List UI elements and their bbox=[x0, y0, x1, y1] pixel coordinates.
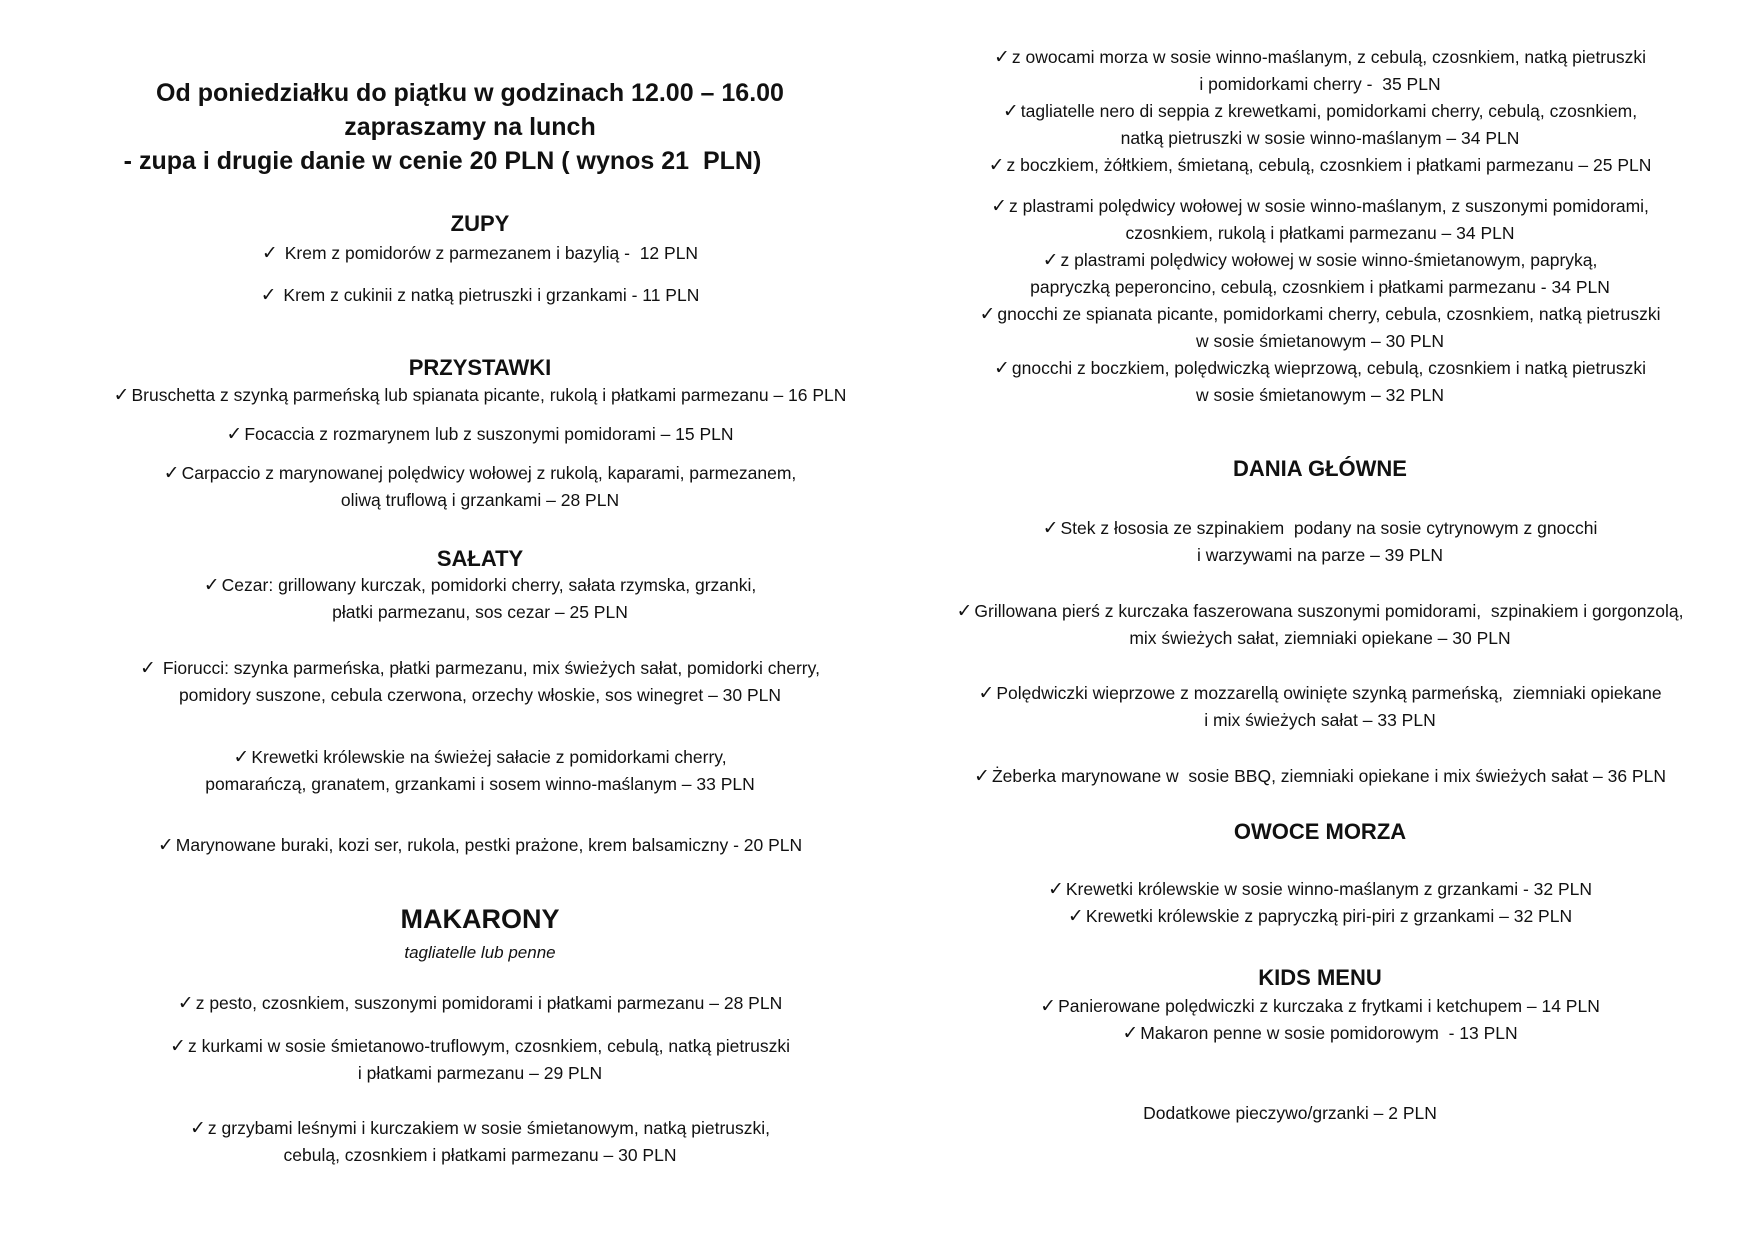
check-icon: ✓ bbox=[1042, 518, 1059, 539]
section-title-dania-glowne: DANIA GŁÓWNE bbox=[1233, 456, 1407, 481]
extra-bread-note: Dodatkowe pieczywo/grzanki – 2 PLN bbox=[1143, 1103, 1437, 1123]
check-icon: ✓ bbox=[203, 575, 220, 596]
check-icon: ✓ bbox=[956, 601, 973, 622]
check-icon: ✓ bbox=[113, 385, 130, 406]
menu-item: ✓ z owocami morza w sosie winno-maślanym, z cebulą, czosnkiem, natką pietruszki i pomidorkami cherry - 35 PLN bbox=[925, 44, 1715, 98]
check-icon: ✓ bbox=[988, 155, 1005, 176]
check-icon: ✓ bbox=[1040, 996, 1057, 1017]
lunch-intro bbox=[60, 76, 880, 178]
menu-item: ✓ z grzybami leśnymi i kurczakiem w sosie śmietanowym, natką pietruszki, cebulą, czosnkiem i płatkami parmezanu – 30 PLN bbox=[60, 1115, 900, 1169]
menu-item: ✓ Grillowana pierś z kurczaka faszerowana suszonymi pomidorami, szpinakiem i gorgonzolą, mix świeżych sałat, ziemniaki opiekane – 30 PLN bbox=[925, 598, 1715, 652]
menu-item: ✓ gnocchi z boczkiem, polędwiczką wieprzową, cebulą, czosnkiem i natką pietruszki w sosie śmietanowym – 32 PLN bbox=[925, 355, 1715, 409]
check-icon: ✓ bbox=[991, 196, 1007, 217]
check-icon: ✓ bbox=[1002, 101, 1019, 122]
check-icon: ✓ bbox=[177, 993, 194, 1014]
intro-line: Od poniedziałku do piątku w godzinach 12.00 – 16.00 bbox=[156, 79, 784, 107]
intro-line: - zupa i drugie danie w cenie 20 PLN ( wynos 21 PLN) bbox=[123, 147, 762, 175]
menu-item: ✓ Krewetki królewskie na świeżej sałacie z pomidorkami cherry, pomarańczą, granatem, grzankami i sosem winno-maślanym – 33 PLN bbox=[60, 744, 900, 798]
check-icon: ✓ bbox=[233, 747, 250, 768]
section-subtitle: tagliatelle lub penne bbox=[404, 943, 556, 962]
check-icon: ✓ bbox=[1122, 1023, 1139, 1044]
section-title-przystawki: PRZYSTAWKI bbox=[408, 355, 552, 380]
menu-item: ✓ gnocchi ze spianata picante, pomidorkami cherry, cebula, czosnkiem, natką pietruszki w sosie śmietanowym – 30 PLN bbox=[925, 301, 1715, 355]
menu-item: ✓ z pesto, czosnkiem, suszonymi pomidorami i płatkami parmezanu – 28 PLN bbox=[60, 990, 900, 1017]
section-title-makarony: MAKARONY bbox=[400, 904, 560, 934]
menu-item: ✓ tagliatelle nero di seppia z krewetkami, pomidorkami cherry, cebulą, czosnkiem, natką pietruszki w sosie winno-maślanym – 34 PLN bbox=[925, 98, 1715, 152]
menu-item: ✓ Cezar: grillowany kurczak, pomidorki cherry, sałata rzymska, grzanki, płatki parmezanu, sos cezar – 25 PLN bbox=[60, 572, 900, 626]
check-icon: ✓ bbox=[157, 835, 174, 856]
check-icon: ✓ bbox=[163, 463, 180, 484]
check-icon: ✓ bbox=[974, 766, 990, 787]
menu-item: ✓ Krem z pomidorów z parmezanem i bazylią - 12 PLN bbox=[60, 240, 900, 267]
check-icon: ✓ bbox=[978, 683, 995, 704]
menu-item: ✓ Makaron penne w sosie pomidorowym - 13 PLN bbox=[925, 1020, 1715, 1047]
menu-item: ✓ Krewetki królewskie z papryczką piri-piri z grzankami – 32 PLN bbox=[925, 903, 1715, 930]
check-icon: ✓ bbox=[993, 47, 1010, 68]
menu-item: ✓ Marynowane buraki, kozi ser, rukola, pestki prażone, krem balsamiczny - 20 PLN bbox=[60, 832, 900, 859]
section-title-owoce-morza: OWOCE MORZA bbox=[1233, 819, 1407, 844]
check-icon: ✓ bbox=[1067, 906, 1084, 927]
menu-item: ✓ Carpaccio z marynowanej polędwicy wołowej z rukolą, kaparami, parmezanem, oliwą truflową i grzankami – 28 PLN bbox=[60, 460, 900, 514]
menu-item: ✓ Bruschetta z szynką parmeńską lub spianata picante, rukolą i płatkami parmezanu – 16 PLN bbox=[60, 382, 900, 409]
menu-item: ✓ z plastrami polędwicy wołowej w sosie winno-śmietanowym, papryką, papryczką peperoncino, cebulą, czosnkiem i płatkami parmezanu - 34 PLN bbox=[925, 247, 1715, 301]
check-icon: ✓ bbox=[170, 1036, 186, 1057]
menu-item: ✓ Panierowane polędwiczki z kurczaka z frytkami i ketchupem – 14 PLN bbox=[925, 993, 1715, 1020]
check-icon: ✓ bbox=[1047, 879, 1064, 900]
check-icon: ✓ bbox=[189, 1118, 206, 1139]
check-icon: ✓ bbox=[260, 285, 277, 306]
intro-line: zapraszamy na lunch bbox=[344, 113, 596, 141]
check-icon: ✓ bbox=[993, 358, 1010, 379]
menu-item: ✓ Stek z łososia ze szpinakiem podany na sosie cytrynowym z gnocchi i warzywami na parze – 39 PLN bbox=[925, 515, 1715, 569]
menu-item: ✓ z plastrami polędwicy wołowej w sosie winno-maślanym, z suszonymi pomidorami, czosnkiem, rukolą i płatkami parmezanu – 34 PLN bbox=[925, 193, 1715, 247]
check-icon: ✓ bbox=[1042, 250, 1059, 271]
section-title-salaty: SAŁATY bbox=[436, 546, 524, 571]
menu-item: ✓ Fiorucci: szynka parmeńska, płatki parmezanu, mix świeżych sałat, pomidorki cherry, pomidory suszone, cebula czerwona, orzechy włoskie, sos winegret – 30 PLN bbox=[60, 655, 900, 709]
check-icon: ✓ bbox=[261, 243, 278, 264]
menu-item: ✓ Krewetki królewskie w sosie winno-maślanym z grzankami - 32 PLN bbox=[925, 876, 1715, 903]
menu-item: ✓ Krem z cukinii z natką pietruszki i grzankami - 11 PLN bbox=[60, 282, 900, 309]
check-icon: ✓ bbox=[226, 424, 243, 445]
section-title-zupy: ZUPY bbox=[450, 211, 510, 236]
section-title-kids-menu: KIDS MENU bbox=[1258, 965, 1382, 990]
check-icon: ✓ bbox=[140, 658, 156, 679]
check-icon: ✓ bbox=[979, 304, 996, 325]
menu-item: ✓ Żeberka marynowane w sosie BBQ, ziemniaki opiekane i mix świeżych sałat – 36 PLN bbox=[925, 763, 1715, 790]
menu-item: ✓ Polędwiczki wieprzowe z mozzarellą owinięte szynką parmeńską, ziemniaki opiekane i mix świeżych sałat – 33 PLN bbox=[925, 680, 1715, 734]
menu-item: ✓ z kurkami w sosie śmietanowo-truflowym, czosnkiem, cebulą, natką pietruszki i płatkami parmezanu – 29 PLN bbox=[60, 1033, 900, 1087]
menu-item: ✓ Focaccia z rozmarynem lub z suszonymi pomidorami – 15 PLN bbox=[60, 421, 900, 448]
menu-item: ✓ z boczkiem, żółtkiem, śmietaną, cebulą, czosnkiem i płatkami parmezanu – 25 PLN bbox=[925, 152, 1715, 179]
